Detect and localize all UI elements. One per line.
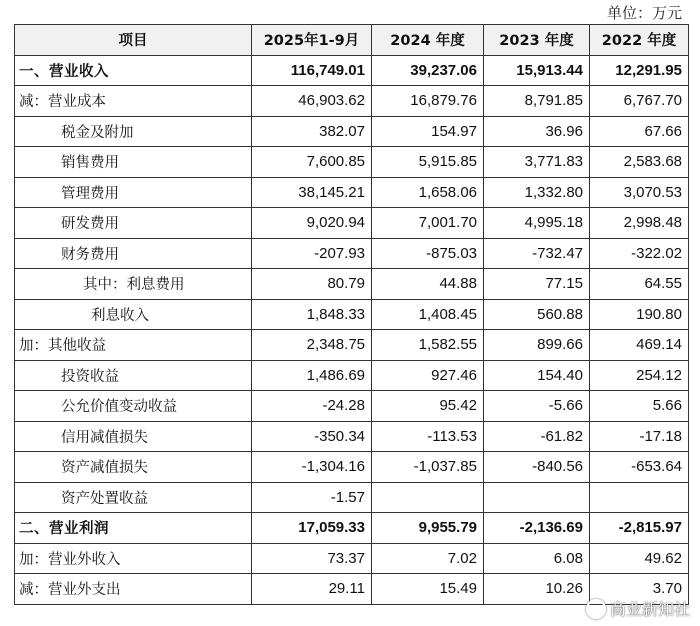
income-statement-table	[14, 24, 689, 605]
row-value: 1,658.06	[372, 177, 484, 208]
row-value: 1,582.55	[372, 330, 484, 361]
row-value: 3.70	[590, 574, 689, 605]
row-value	[590, 482, 689, 513]
row-value: 927.46	[372, 360, 484, 391]
table-row	[15, 299, 689, 330]
row-value: 3,771.83	[484, 147, 590, 178]
row-value: 36.96	[484, 116, 590, 147]
row-value: -732.47	[484, 238, 590, 269]
row-value: 15,913.44	[484, 55, 590, 86]
row-value: 116,749.01	[252, 55, 372, 86]
row-value: -840.56	[484, 452, 590, 483]
header-2025-q1-q3: 2025年1-9月	[252, 25, 372, 56]
row-value: 2,998.48	[590, 208, 689, 239]
row-value: 9,955.79	[372, 513, 484, 544]
table-row	[15, 208, 689, 239]
row-value: 3,070.53	[590, 177, 689, 208]
row-value: 6,767.70	[590, 86, 689, 117]
row-label: 管理费用	[15, 177, 252, 208]
row-value: 44.88	[372, 269, 484, 300]
row-value: 73.37	[252, 543, 372, 574]
row-value: 46,903.62	[252, 86, 372, 117]
row-label: 投资收益	[15, 360, 252, 391]
row-value: 5.66	[590, 391, 689, 422]
row-value: 1,486.69	[252, 360, 372, 391]
table-row	[15, 177, 689, 208]
table-row	[15, 543, 689, 574]
unit-label: 单位：万元	[606, 4, 682, 22]
row-label: 加：其他收益	[15, 330, 252, 361]
watermark	[586, 597, 690, 620]
row-label: 减：营业成本	[15, 86, 252, 117]
row-value: 12,291.95	[590, 55, 689, 86]
row-value: -2,136.69	[484, 513, 590, 544]
table-row	[15, 269, 689, 300]
row-label: 其中：利息费用	[15, 269, 252, 300]
row-value: 15.49	[372, 574, 484, 605]
row-label: 销售费用	[15, 147, 252, 178]
row-value: 80.79	[252, 269, 372, 300]
row-value: 1,848.33	[252, 299, 372, 330]
row-value: -1,037.85	[372, 452, 484, 483]
row-label: 研发费用	[15, 208, 252, 239]
row-label: 公允价值变动收益	[15, 391, 252, 422]
row-label: 一、营业收入	[15, 55, 252, 86]
row-label: 财务费用	[15, 238, 252, 269]
table-row	[15, 55, 689, 86]
row-value: 7.02	[372, 543, 484, 574]
table-row	[15, 452, 689, 483]
row-label: 利息收入	[15, 299, 252, 330]
row-value: 5,915.85	[372, 147, 484, 178]
row-value: -5.66	[484, 391, 590, 422]
table-row	[15, 238, 689, 269]
row-value: 10.26	[484, 574, 590, 605]
row-value: -350.34	[252, 421, 372, 452]
row-value: 16,879.76	[372, 86, 484, 117]
row-value: 2,583.68	[590, 147, 689, 178]
row-label: 资产处置收益	[15, 482, 252, 513]
row-value: 560.88	[484, 299, 590, 330]
row-value: 2,348.75	[252, 330, 372, 361]
row-value: 38,145.21	[252, 177, 372, 208]
row-value: 154.40	[484, 360, 590, 391]
watermark-logo-icon	[586, 599, 606, 619]
row-value	[484, 482, 590, 513]
table-header-row	[15, 25, 689, 56]
row-value: 190.80	[590, 299, 689, 330]
table-row	[15, 86, 689, 117]
row-value: -875.03	[372, 238, 484, 269]
header-2024: 2024 年度	[372, 25, 484, 56]
row-value: 154.97	[372, 116, 484, 147]
row-value: 1,332.80	[484, 177, 590, 208]
table-row	[15, 482, 689, 513]
row-label: 二、营业利润	[15, 513, 252, 544]
row-value: 6.08	[484, 543, 590, 574]
row-value: -61.82	[484, 421, 590, 452]
row-value: 469.14	[590, 330, 689, 361]
row-value: -1,304.16	[252, 452, 372, 483]
row-label: 减：营业外支出	[15, 574, 252, 605]
row-value: -653.64	[590, 452, 689, 483]
row-value	[372, 482, 484, 513]
row-label: 资产减值损失	[15, 452, 252, 483]
row-value: 49.62	[590, 543, 689, 574]
table-row	[15, 116, 689, 147]
table-row	[15, 330, 689, 361]
row-value: -17.18	[590, 421, 689, 452]
row-value: 29.11	[252, 574, 372, 605]
row-value: 67.66	[590, 116, 689, 147]
row-value: -113.53	[372, 421, 484, 452]
row-value: 1,408.45	[372, 299, 484, 330]
row-value: 64.55	[590, 269, 689, 300]
table-row	[15, 513, 689, 544]
row-label: 税金及附加	[15, 116, 252, 147]
header-2023: 2023 年度	[484, 25, 590, 56]
row-value: -1.57	[252, 482, 372, 513]
row-value: 8,791.85	[484, 86, 590, 117]
row-value: 95.42	[372, 391, 484, 422]
header-2022: 2022 年度	[590, 25, 689, 56]
row-value: -207.93	[252, 238, 372, 269]
table-row	[15, 391, 689, 422]
row-value: 17,059.33	[252, 513, 372, 544]
row-value: 899.66	[484, 330, 590, 361]
row-value: 7,600.85	[252, 147, 372, 178]
row-value: -24.28	[252, 391, 372, 422]
table-row	[15, 147, 689, 178]
table-row	[15, 421, 689, 452]
table-row	[15, 360, 689, 391]
row-value: 39,237.06	[372, 55, 484, 86]
row-value: 77.15	[484, 269, 590, 300]
row-value: 382.07	[252, 116, 372, 147]
row-value: 7,001.70	[372, 208, 484, 239]
row-value: -2,815.97	[590, 513, 689, 544]
row-label: 加：营业外收入	[15, 543, 252, 574]
row-label: 信用减值损失	[15, 421, 252, 452]
header-item: 项目	[15, 25, 252, 56]
row-value: 254.12	[590, 360, 689, 391]
row-value: 9,020.94	[252, 208, 372, 239]
watermark-text: 商业新知社	[609, 600, 690, 619]
row-value: 4,995.18	[484, 208, 590, 239]
row-value: -322.02	[590, 238, 689, 269]
